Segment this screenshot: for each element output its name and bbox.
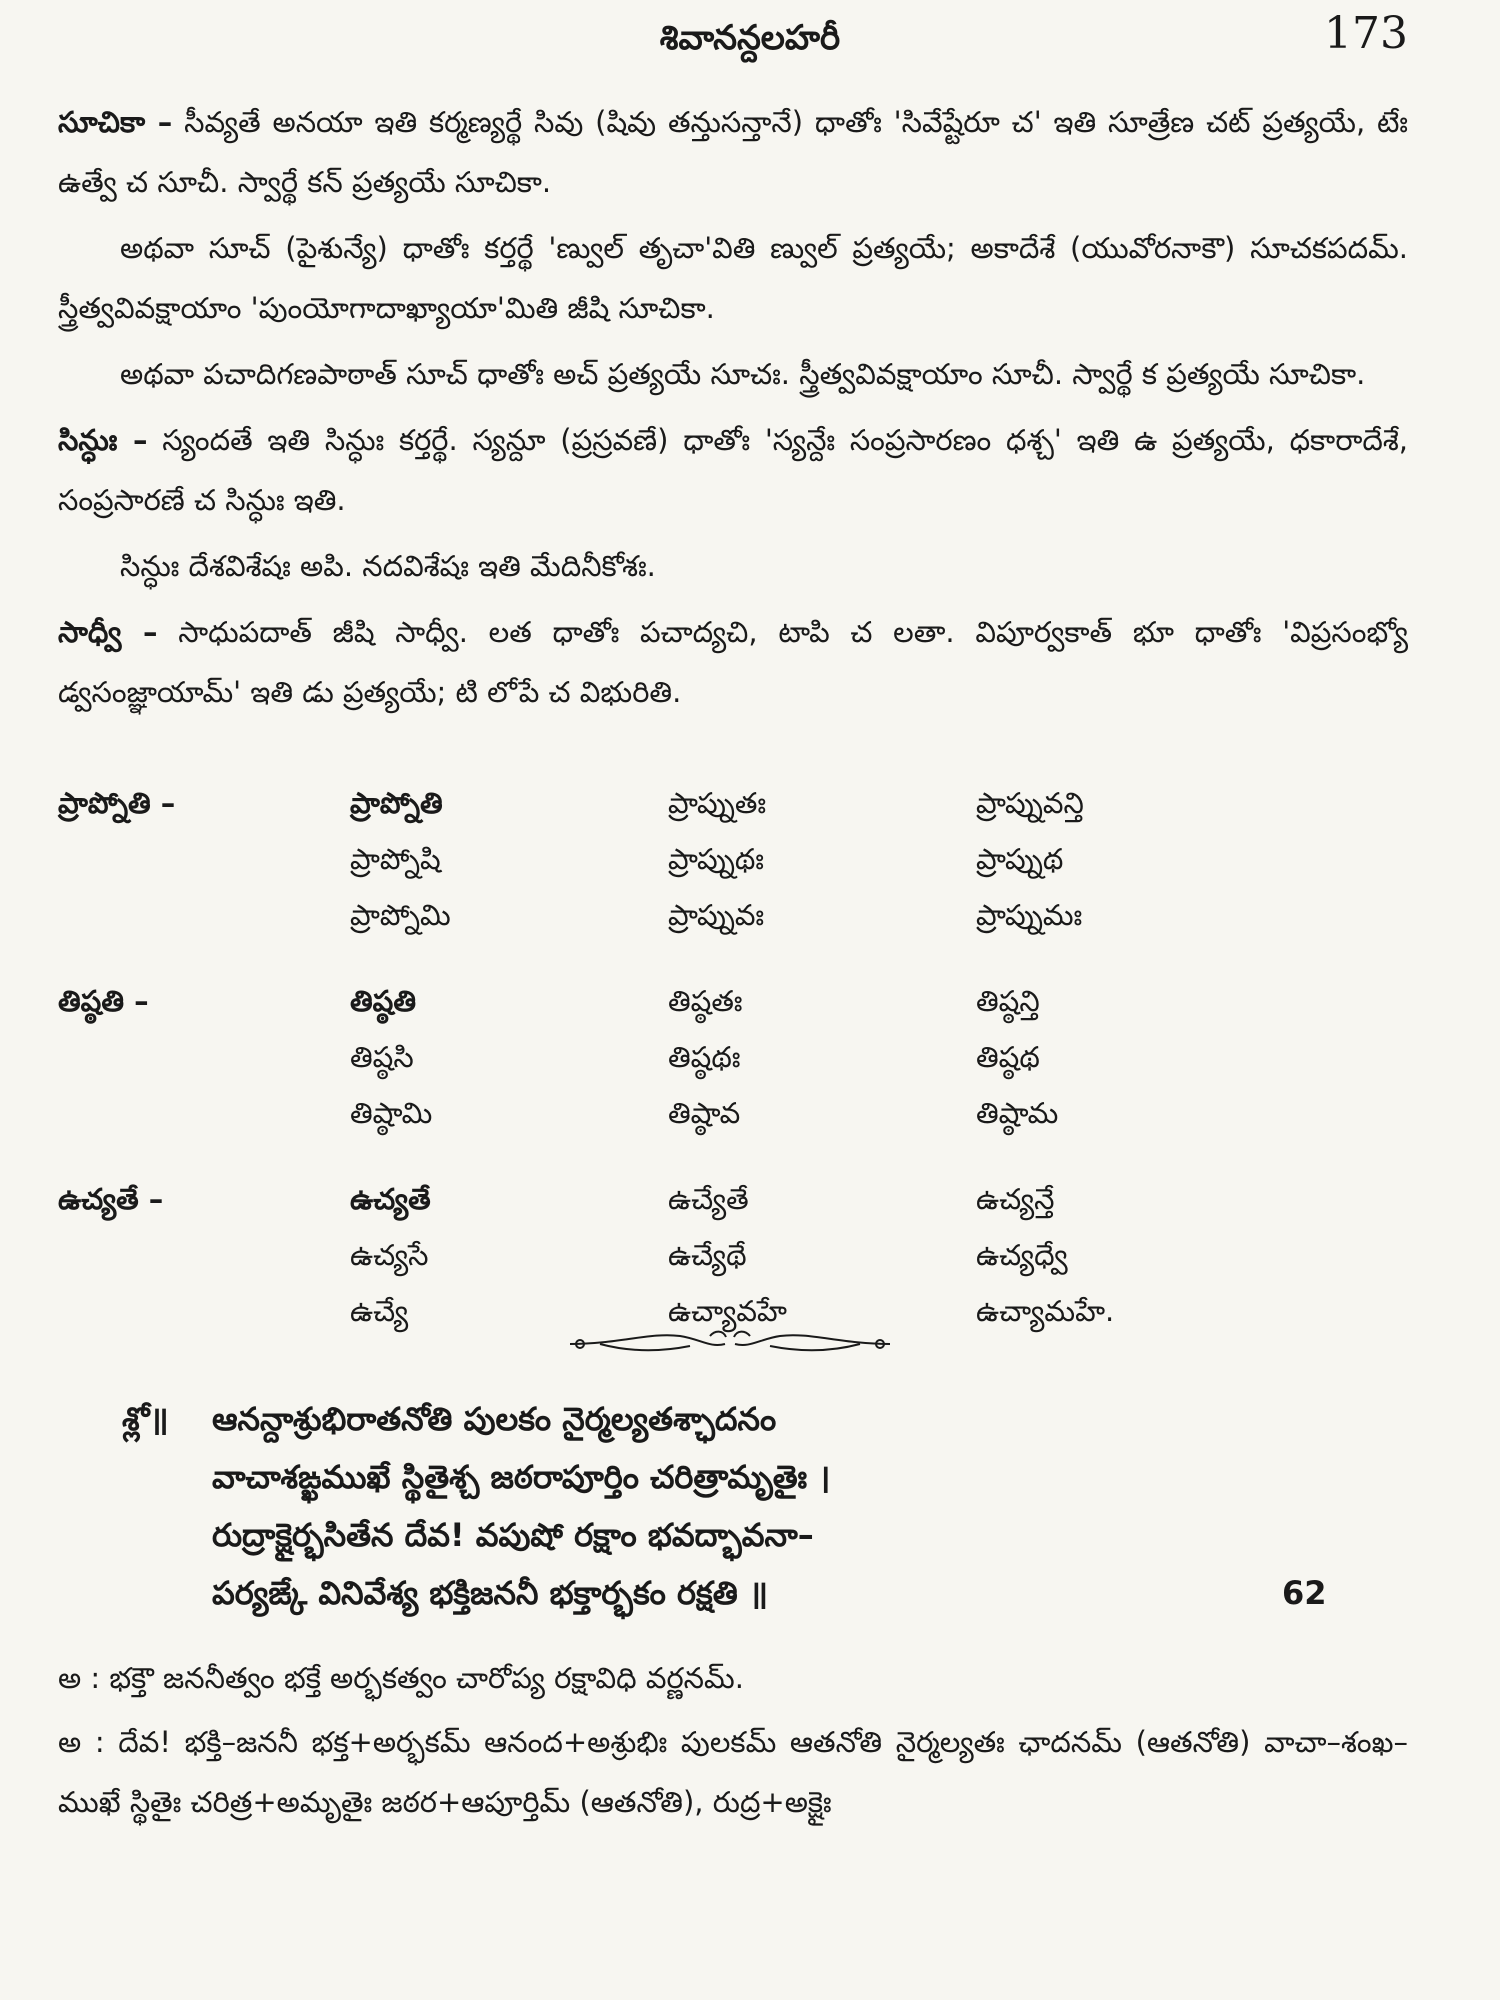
paragraph-sindhu-desha: సిన్ధుః దేశవిశేషః అపి. నదవిశేషః ఇతి మేదినీకోశః. — [120, 549, 656, 583]
form-cell: తిష్ఠావ — [668, 1096, 741, 1130]
table-row — [58, 898, 1408, 954]
paragraph-sindhu — [58, 410, 1408, 530]
conjugation-table — [58, 786, 1408, 1350]
verse-line — [122, 1458, 1372, 1516]
verse-line — [122, 1400, 1372, 1458]
form-cell: ప్రాప్నుథ — [976, 842, 1064, 876]
verb-head: ఉచ్యతే – — [58, 1182, 164, 1216]
verse-line-text: ఆనన్దాశ్రుభిరాతనోతి పులకం నైర్మల్యతశ్ఛాదనం — [212, 1400, 777, 1438]
commentary-line: అ : భక్తౌ జననీత్వం భక్తే అర్భకత్వం చారోప్య రక్షావిధి వర్ణనమ్. — [58, 1661, 744, 1695]
ornament-divider-icon — [560, 1322, 900, 1362]
commentary-text — [58, 92, 1408, 728]
form-cell: తిష్ఠన్తి — [976, 984, 1040, 1018]
table-row — [58, 842, 1408, 898]
table-row — [58, 1096, 1408, 1152]
form-cell: ఉచ్యామహే. — [976, 1294, 1115, 1328]
commentary-line: అ : దేవ! భక్తి–జననీ భక్త+అర్భకమ్ ఆనంద+అశ్రుభిః పులకమ్ ఆతనోతి నైర్మల్యతః ఛాదనమ్ (ఆతనోతి) వాచా–శంఖ–ముఖే స్థితైః చరిత్ర+అమృతైః జఠర+ఆపూర్తిమ్ (ఆతనోతి), రుద్ర+అక్షైః — [58, 1725, 1408, 1819]
form-cell: ప్రాప్నుమః — [976, 898, 1083, 932]
form-cell: ప్రాప్నుథః — [668, 842, 764, 876]
form-cell: ఉచ్యతే — [350, 1182, 431, 1216]
form-cell: ప్రాప్నువన్తి — [976, 786, 1084, 820]
verb-head: తిష్ఠతి – — [58, 984, 149, 1018]
table-row — [58, 1040, 1408, 1096]
verb-head: ప్రాప్నోతి – — [58, 786, 176, 820]
paragraph-suchika — [58, 92, 1408, 212]
form-cell: ఉచ్యన్తే — [976, 1182, 1055, 1216]
table-row — [58, 786, 1408, 842]
verse-line-text: వాచాశఙ్ఖముఖే స్థితైశ్చ జఠరాపూర్తిం చరిత్రామృతైః । — [212, 1458, 831, 1496]
form-cell: ప్రాప్నోతి — [350, 786, 443, 820]
table-row — [58, 1238, 1408, 1294]
table-row — [58, 984, 1408, 1040]
form-cell: ఉచ్యసే — [350, 1238, 429, 1272]
form-cell: ఉచ్యావహే — [668, 1294, 787, 1328]
paragraph-text: సాధుపదాత్ జీషి సాధ్వీ. లత ధాతోః పచాద్యచి, టాపి చ లతా. విపూర్వకాత్ భూ ధాతోః 'విప్రసంభ్యో డ్వసంజ్ఞాయామ్' ఇతి డు ప్రత్యయే; టి లోపే చ విభురితి. — [58, 615, 1408, 709]
paragraph-atha-1: అథవా సూచ్ (పైశున్యే) ధాతోః కర్తర్థే 'ణ్వుల్ తృచా'వితి ణ్వుల్ ప్రత్యయే; అకాదేశే (యువోరనాకౌ) సూచకపదమ్. స్త్రీత్వవివక్షాయాం 'పుంయోగాదాఖ్యాయా'మితి జీషి సూచికా. — [58, 231, 1408, 325]
form-cell: తిష్ఠతి — [350, 984, 417, 1018]
form-cell: ఉచ్యేథే — [668, 1238, 747, 1272]
form-cell: తిష్ఠతః — [668, 984, 743, 1018]
verse-line — [122, 1516, 1372, 1574]
form-cell: ఉచ్యధ్వే — [976, 1238, 1068, 1272]
verse-line — [122, 1574, 1372, 1632]
form-cell: తిష్ఠథః — [668, 1040, 741, 1074]
page-number: 173 — [1324, 8, 1408, 59]
term-suchika: సూచికా – — [58, 105, 173, 139]
form-cell: ఉచ్యేతే — [668, 1182, 749, 1216]
form-cell: ప్రాప్నువః — [668, 898, 765, 932]
form-cell: తిష్ఠసి — [350, 1040, 414, 1074]
paragraph-text: స్యందతే ఇతి సిన్ధుః కర్తర్థే. స్యన్దూ (ప్రస్రవణే) ధాతోః 'స్యన్దేః సంప్రసారణం ధశ్చ' ఇతి ఉ ప్రత్యయే, ధకారాదేశే, సంప్రసారణే చ సిన్ధుః ఇతి. — [58, 423, 1409, 517]
paragraph-atha-2: అథవా పచాదిగణపాఠాత్ సూచ్ ధాతోః అచ్ ప్రత్యయే సూచః. స్త్రీత్వవివక్షాయాం సూచీ. స్వార్థే క ప్రత్యయే సూచికా. — [120, 357, 1366, 391]
form-cell: ప్రాప్నోమి — [350, 898, 451, 932]
paragraph-text: సీవ్యతే అనయా ఇతి కర్మణ్యర్థే సివు (షివు తన్తుసన్తానే) ధాతోః 'సివేష్టేరూ చ' ఇతి సూత్రేణ చట్ ప్రత్యయే, టేః ఉత్వే చ సూచీ. స్వార్థే కన్ ప్రత్యయే సూచికా. — [58, 105, 1408, 199]
form-cell: తిష్ఠథ — [976, 1040, 1040, 1074]
form-cell: ప్రాప్నుతః — [668, 786, 767, 820]
form-cell: తిష్ఠామి — [350, 1096, 433, 1130]
term-sindhu: సిన్ధుః – — [58, 423, 148, 457]
term-sadhvi: సాధ్వీ – — [58, 615, 158, 649]
form-cell: ఉచ్యే — [350, 1294, 409, 1328]
table-row — [58, 1182, 1408, 1238]
paragraph-sadhvi — [58, 602, 1408, 722]
verse-number: 62 — [1282, 1574, 1327, 1612]
verse-line-text: రుద్రాక్షైర్భసితేన దేవ! వపుషో రక్షాం భవద్భావనా– — [212, 1516, 814, 1554]
verse-line-text: పర్యఙ్కే వినివేశ్య భక్తిజననీ భక్తార్భకం రక్షతి ॥ — [212, 1574, 769, 1612]
form-cell: తిష్ఠామ — [976, 1096, 1059, 1130]
verse-mark: శ్లో॥ — [122, 1400, 169, 1438]
running-header-title: శివానన్దలహరీ — [659, 18, 841, 58]
verse-block — [122, 1400, 1372, 1632]
verse-commentary — [58, 1648, 1408, 1836]
form-cell: ప్రాప్నోషి — [350, 842, 441, 876]
